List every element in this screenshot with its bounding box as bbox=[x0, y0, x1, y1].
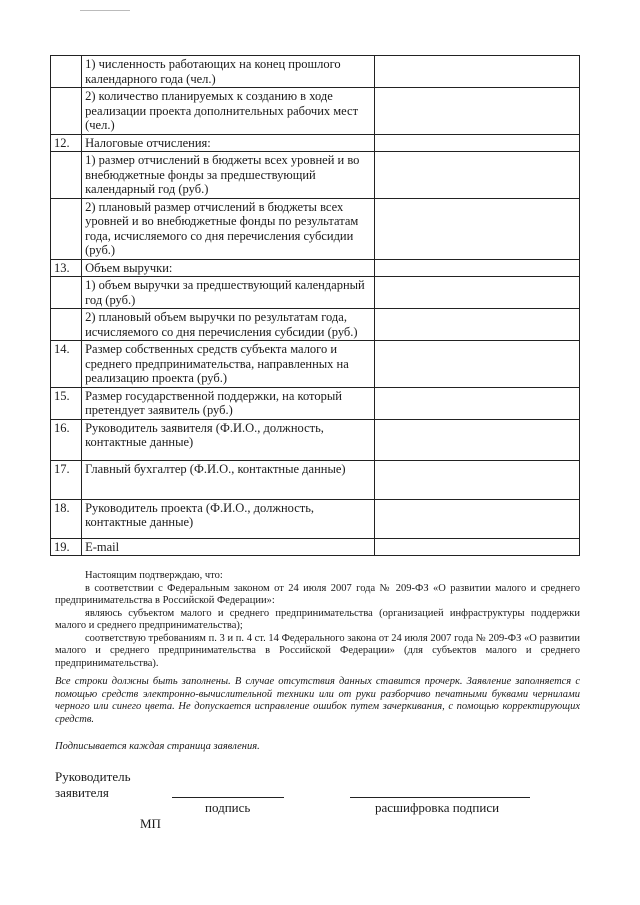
filling-instructions bbox=[55, 676, 580, 726]
signature-caption: подпись bbox=[205, 800, 251, 815]
row-value-field[interactable] bbox=[375, 277, 580, 309]
row-label: 2) плановый объем выручки по результатам года, исчисляемого со дня перечисления субсидии (руб.) bbox=[82, 309, 375, 341]
table-row bbox=[51, 538, 580, 556]
row-label: Размер государственной поддержки, на который претендует заявитель (руб.) bbox=[82, 387, 375, 419]
row-number bbox=[51, 88, 82, 135]
row-value-field[interactable] bbox=[375, 419, 580, 460]
row-label: Налоговые отчисления: bbox=[82, 134, 375, 152]
row-number: 13. bbox=[51, 259, 82, 277]
confirmation-statement bbox=[55, 570, 580, 670]
head-label-line2: заявителя bbox=[55, 785, 109, 800]
statement-intro: Настоящим подтверждаю, что: bbox=[85, 570, 223, 581]
row-value-field[interactable] bbox=[375, 499, 580, 538]
row-value-field[interactable] bbox=[375, 152, 580, 199]
row-label: 2) количество планируемых к созданию в ходе реализации проекта дополнительных рабочих мест (чел.) bbox=[82, 88, 375, 135]
row-value-field[interactable] bbox=[375, 460, 580, 499]
table-row bbox=[51, 56, 580, 88]
row-label: Руководитель проекта (Ф.И.О., должность, контактные данные) bbox=[82, 499, 375, 538]
row-label: 1) размер отчислений в бюджеты всех уровней и во внебюджетные фонды за предшествующий календарный год (руб.) bbox=[82, 152, 375, 199]
row-number: 17. bbox=[51, 460, 82, 499]
row-number: 18. bbox=[51, 499, 82, 538]
row-label: Объем выручки: bbox=[82, 259, 375, 277]
row-value-field[interactable] bbox=[375, 134, 580, 152]
signature-decode-line[interactable] bbox=[350, 797, 530, 798]
head-label-line1: Руководитель bbox=[55, 769, 131, 784]
table-row bbox=[51, 277, 580, 309]
head-of-applicant-label bbox=[55, 769, 131, 801]
signature-decode-caption: расшифровка подписи bbox=[375, 800, 500, 815]
row-label: 1) численность работающих на конец прошлого календарного года (чел.) bbox=[82, 56, 375, 88]
row-value-field[interactable] bbox=[375, 259, 580, 277]
row-number bbox=[51, 56, 82, 88]
row-number bbox=[51, 198, 82, 259]
statement-item: соответствую требованиям п. 3 и п. 4 ст. 14 Федерального закона от 24 июля 2007 года № 209-ФЗ «О развитии малого и среднего предпринимательства в Российской Федерации» (для субъектов малого и среднего предпринимательства). bbox=[55, 632, 580, 669]
table-row bbox=[51, 309, 580, 341]
row-number: 16. bbox=[51, 419, 82, 460]
row-value-field[interactable] bbox=[375, 341, 580, 388]
row-value-field[interactable] bbox=[375, 198, 580, 259]
table-row bbox=[51, 460, 580, 499]
row-value-field[interactable] bbox=[375, 387, 580, 419]
table-row bbox=[51, 152, 580, 199]
table-row bbox=[51, 198, 580, 259]
row-number bbox=[51, 309, 82, 341]
row-label: Главный бухгалтер (Ф.И.О., контактные данные) bbox=[82, 460, 375, 499]
row-label: Руководитель заявителя (Ф.И.О., должность, контактные данные) bbox=[82, 419, 375, 460]
table-row bbox=[51, 134, 580, 152]
row-value-field[interactable] bbox=[375, 538, 580, 556]
row-label: 2) плановый размер отчислений в бюджеты всех уровней и во внебюджетные фонды по результатам года, исчисляемого со дня перечисления субсидии (руб.) bbox=[82, 198, 375, 259]
row-value-field[interactable] bbox=[375, 88, 580, 135]
row-number: 15. bbox=[51, 387, 82, 419]
row-label: 1) объем выручки за предшествующий календарный год (руб.) bbox=[82, 277, 375, 309]
row-label: Размер собственных средств субъекта малого и среднего предпринимательства, направленных на реализацию проекта (руб.) bbox=[82, 341, 375, 388]
row-number bbox=[51, 277, 82, 309]
row-number: 19. bbox=[51, 538, 82, 556]
table-row bbox=[51, 259, 580, 277]
application-form-table bbox=[50, 55, 580, 556]
row-number bbox=[51, 152, 82, 199]
table-row bbox=[51, 499, 580, 538]
signature-line[interactable] bbox=[172, 797, 284, 798]
table-row bbox=[51, 88, 580, 135]
row-value-field[interactable] bbox=[375, 309, 580, 341]
statement-item: являюсь субъектом малого и среднего предпринимательства (организацией инфраструктуры поддержки малого и среднего предпринимательства); bbox=[55, 607, 580, 631]
row-number: 12. bbox=[51, 134, 82, 152]
sign-each-page-note: Подписывается каждая страница заявления. bbox=[55, 741, 260, 752]
row-label: E-mail bbox=[82, 538, 375, 556]
row-value-field[interactable] bbox=[375, 56, 580, 88]
stamp-place-label: МП bbox=[140, 816, 161, 831]
statement-item: в соответствии с Федеральным законом от 24 июля 2007 года № 209-ФЗ «О развитии малого и среднего предпринимательства в Российской Федерации»: bbox=[55, 582, 580, 606]
table-row bbox=[51, 387, 580, 419]
instructions-text: Все строки должны быть заполнены. В случае отсутствия данных ставится прочерк. Заявление заполняется с помощью средств электронно-вычислительной техники или от руки разборчиво печатными буквами чернилами черного или синего цвета. Не допускается исправление ошибок путем зачеркивания, с помощью корректирующих средств. bbox=[55, 676, 580, 725]
row-number: 14. bbox=[51, 341, 82, 388]
table-row bbox=[51, 419, 580, 460]
scan-artifact bbox=[80, 10, 130, 11]
table-row bbox=[51, 341, 580, 388]
